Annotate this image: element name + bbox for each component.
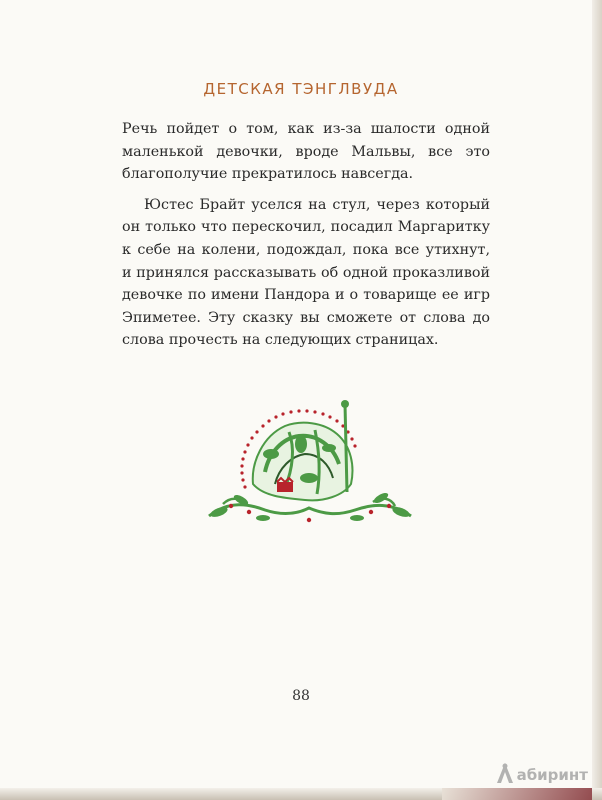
page-number: 88 xyxy=(292,688,310,704)
watermark-text: абиринт xyxy=(516,766,588,784)
cover-band xyxy=(442,788,592,800)
labirint-logo-icon xyxy=(496,762,514,784)
page-edge-right xyxy=(592,0,602,800)
body-text xyxy=(122,118,490,352)
paragraph-2: Юстес Брайт уселся на стул, через который он только что перескочил, посадил Маргаритку к себе на колени, подождал, пока все утихнут, и принялся рассказывать об одной проказливой девочке по имени Пандора и о товарище ее игр Эпиметее. Эту сказку вы сможете от слова до слова прочесть на следующих страницах. xyxy=(122,196,490,349)
running-head: ДЕТСКАЯ ТЭНГЛВУДА xyxy=(203,80,399,98)
paragraph-1: Речь пойдет о том, как из-за шалости одной маленькой девочки, вроде Мальвы, все это благополучие прекратилось навсегда. xyxy=(122,121,490,183)
watermark xyxy=(496,762,588,784)
floral-vignette-icon xyxy=(205,392,415,530)
